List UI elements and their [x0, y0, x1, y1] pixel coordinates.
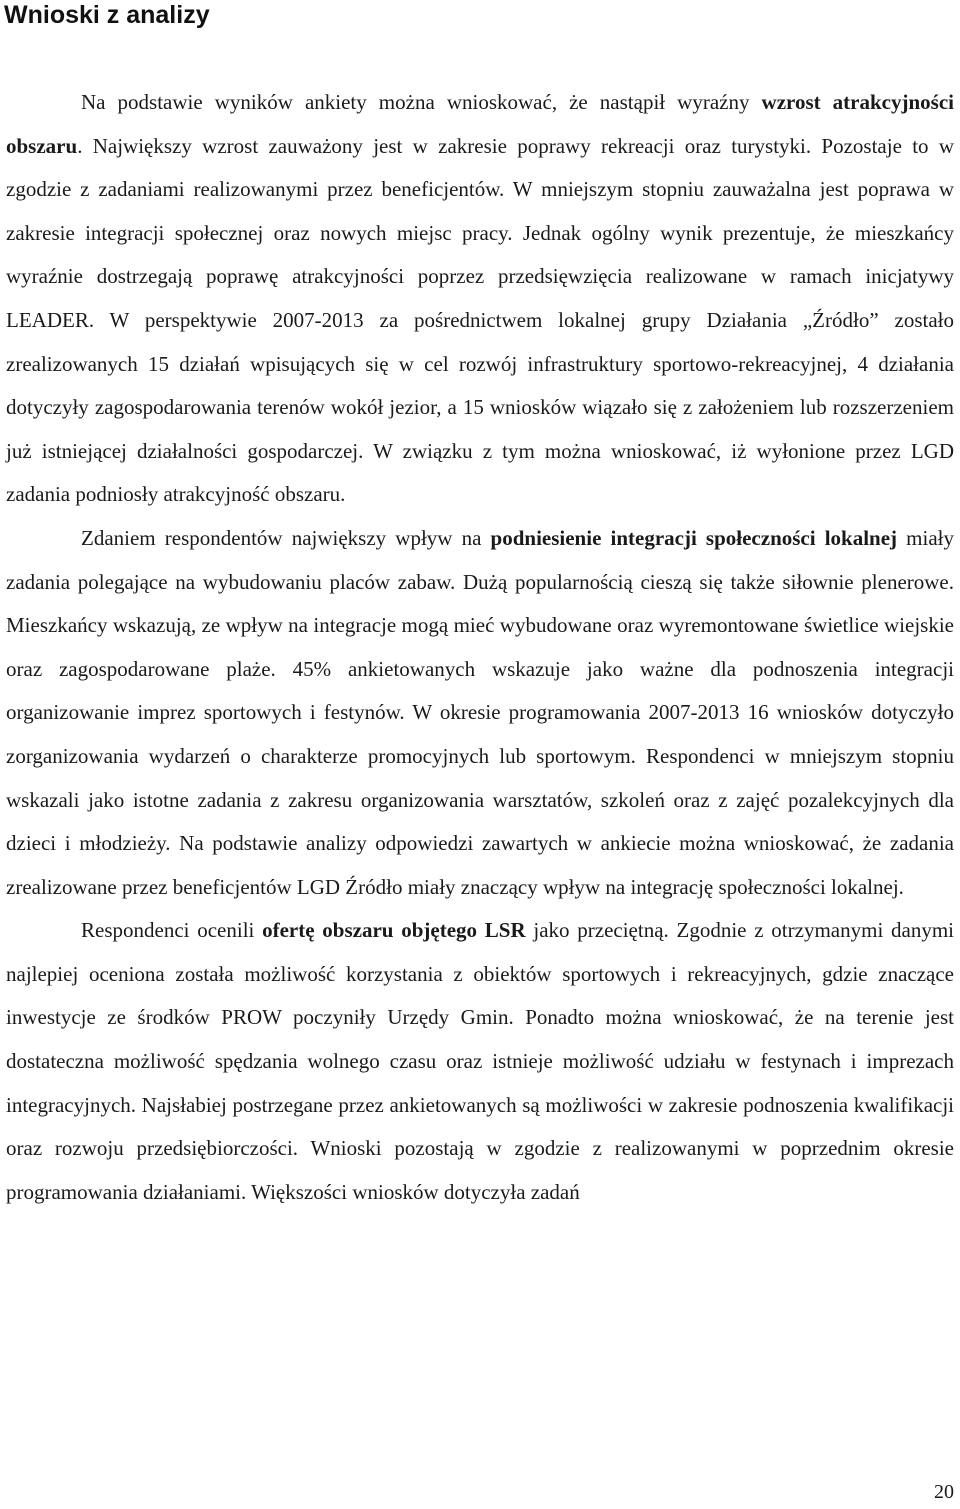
paragraph-attractiveness	[6, 81, 954, 517]
emphasis-integration: podniesienie integracji społeczności lokalnej	[490, 525, 898, 550]
emphasis-offer: ofertę obszaru objętego LSR	[262, 918, 526, 943]
text-segment: Zdaniem respondentów największy wpływ na	[81, 525, 491, 550]
section-heading: Wnioski z analizy	[4, 1, 210, 29]
text-segment: . Największy wzrost zauważony jest w zakresie poprawy rekreacji oraz turystyki. Pozostaje to w zgodzie z zadaniami realizowanymi przez beneficjentów. W mniejszym stopniu zauważalna jest poprawa w zakresie integracji społecznej oraz nowych miejsc pracy. Jednak ogólny wynik prezentuje, że mieszkańcy wyraźnie dostrzegają poprawę atrakcyjności poprzez przedsięwzięcia realizowane w ramach inicjatywy LEADER. W perspektywie 2007-2013 za pośrednictwem lokalnej grupy Działania „Źródło” zostało zrealizowanych 15 działań wpisujących się w cel rozwój infrastruktury sportowo-rekreacyjnej, 4 działania dotyczyły zagospodarowania terenów wokół jezior, a 15 wniosków wiązało się z założeniem lub rozszerzeniem już istniejącej działalności gospodarczej. W związku z tym można wnioskować, iż wyłonione przez LGD zadania podniosły atrakcyjność obszaru.	[6, 133, 954, 507]
page-number: 20	[934, 1481, 954, 1503]
paragraph-offer	[6, 909, 954, 1214]
text-segment: Respondenci ocenili	[81, 918, 263, 943]
text-segment: Na podstawie wyników ankiety można wnioskować, że nastąpił wyraźny	[81, 90, 762, 114]
body-text	[6, 81, 954, 1214]
text-segment: jako przeciętną. Zgodnie z otrzymanymi danymi najlepiej oceniona została możliwość korzystania z obiektów sportowych i rekreacyjnych, gdzie znaczące inwestycje ze środków PROW poczyniły Urzędy Gmin. Ponadto można wnioskować, że na terenie jest dostateczna możliwość spędzania wolnego czasu oraz istnieje możliwość udziału w festynach i imprezach integracyjnych. Najsłabiej postrzegane przez ankietowanych są możliwości w zakresie podnoszenia kwalifikacji oraz rozwoju przedsiębiorczości. Wnioski pozostają w zgodzie z realizowanymi w poprzednim okresie programowania działaniami. Większości wniosków dotyczyła zadań	[6, 918, 955, 1204]
emphasis-attractiveness: wzrost atrakcyjności obszaru	[6, 90, 954, 158]
text-segment: miały zadania polegające na wybudowaniu placów zabaw. Dużą popularnością cieszą się także siłownie plenerowe. Mieszkańcy wskazują, ze wpływ na integracje mogą mieć wybudowane oraz wyremontowane świetlice wiejskie oraz zagospodarowane plaże. 45% ankietowanych wskazuje jako ważne dla podnoszenia integracji organizowanie imprez sportowych i festynów. W okresie programowania 2007-2013 16 wniosków dotyczyło zorganizowania wydarzeń o charakterze promocyjnych lub sportowym. Respondenci w mniejszym stopniu wskazali jako istotne zadania z zakresu organizowania warsztatów, szkoleń oraz z zajęć pozalekcyjnych dla dzieci i młodzieży. Na podstawie analizy odpowiedzi zawartych w ankiecie można wnioskować, że zadania zrealizowane przez beneficjentów LGD Źródło miały znaczący wpływ na integrację społeczności lokalnej.	[6, 525, 955, 899]
paragraph-integration	[6, 517, 954, 909]
